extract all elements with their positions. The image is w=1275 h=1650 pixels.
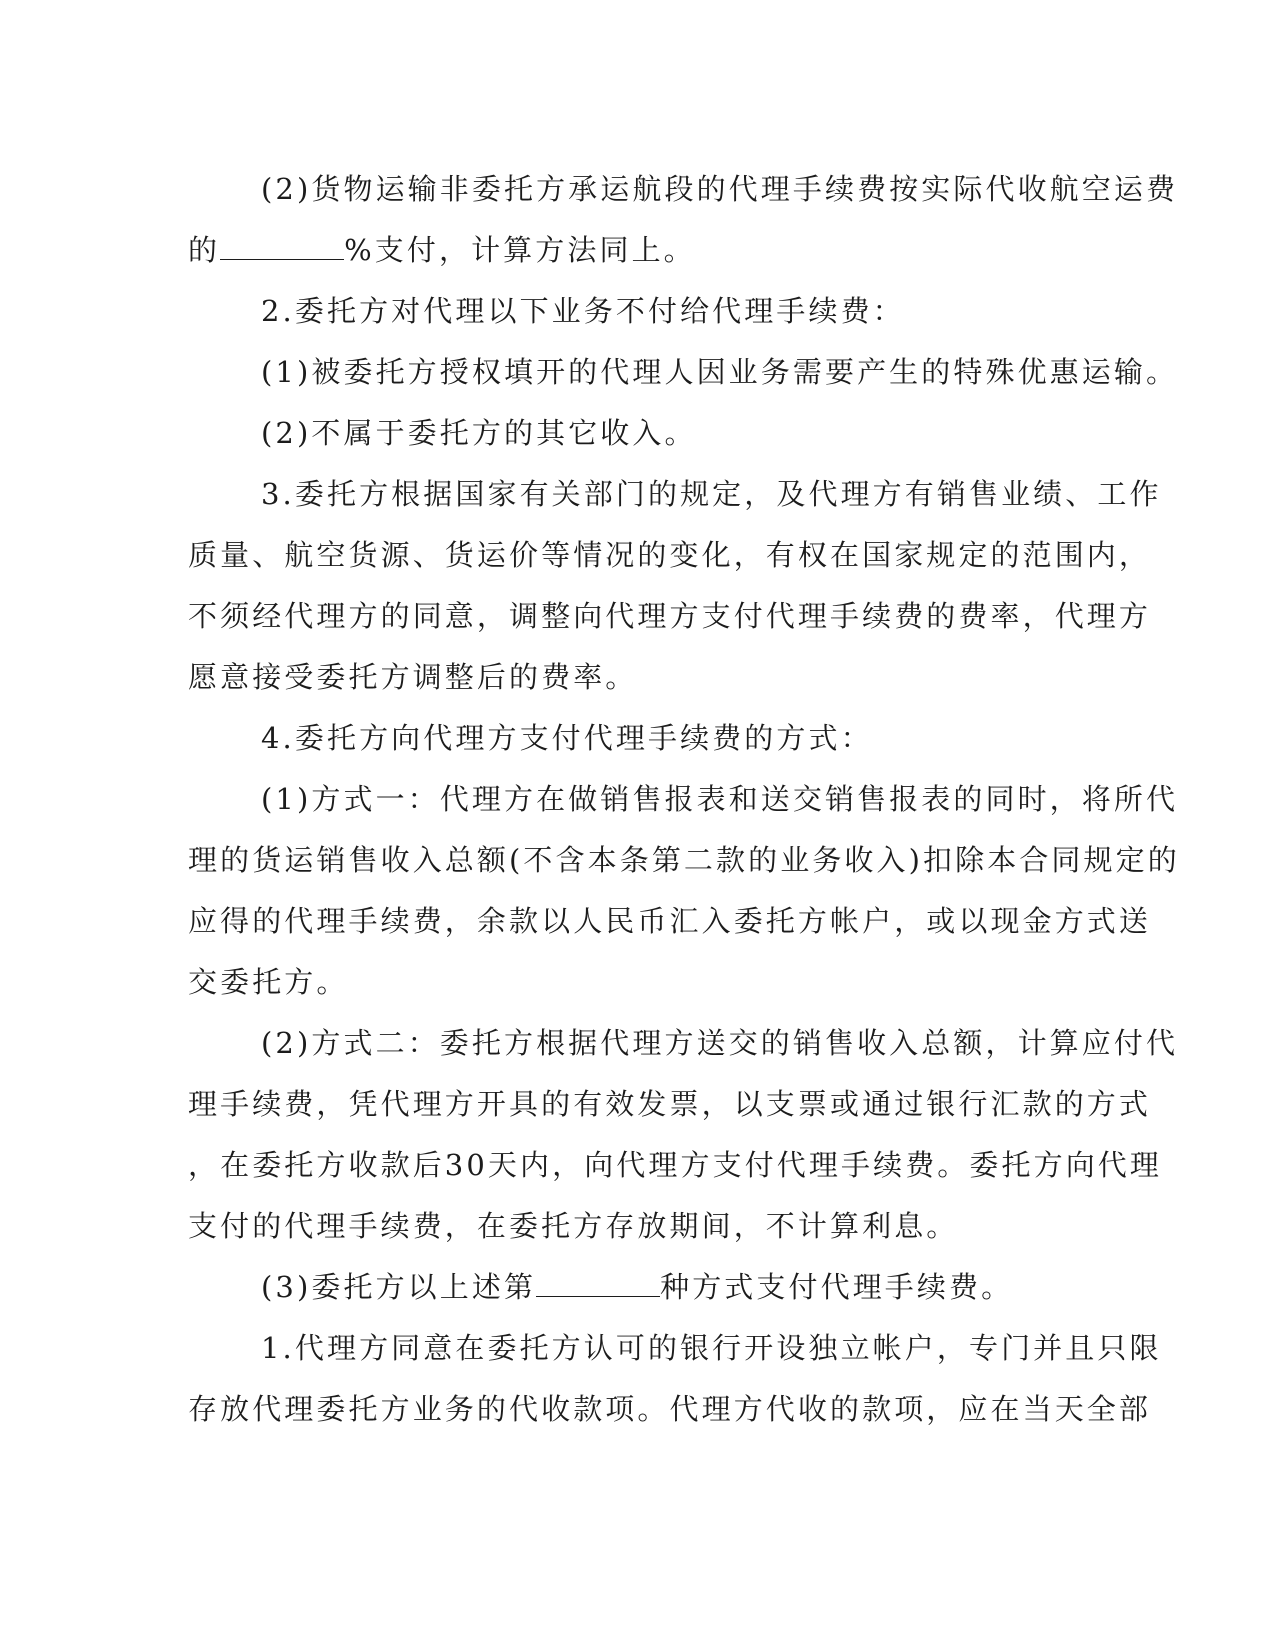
fill-blank-payment-method[interactable] [536, 1262, 660, 1297]
paragraph-line: ，在委托方收款后30天内，向代理方支付代理手续费。委托方向代理 [188, 1148, 1163, 1182]
paragraph-line: (1)方式一：代理方在做销售报表和送交销售报表的同时，将所代 [261, 782, 1179, 816]
paragraph-line: 存放代理委托方业务的代收款项。代理方代收的款项，应在当天全部 [188, 1392, 1152, 1426]
paragraph-line: 理的货运销售收入总额(不含本条第二款的业务收入)扣除本合同规定的 [188, 843, 1180, 877]
line-text: 的 [188, 233, 221, 267]
paragraph-line [188, 220, 1083, 281]
paragraph-line: (1)被委托方授权填开的代理人因业务需要产生的特殊优惠运输。 [261, 355, 1179, 389]
paragraph-line: 交委托方。 [188, 965, 349, 999]
paragraph-line: 应得的代理手续费，余款以人民币汇入委托方帐户，或以现金方式送 [188, 904, 1152, 938]
line-text: 种方式支付代理手续费。 [660, 1270, 1014, 1304]
paragraph-line: 不须经代理方的同意，调整向代理方支付代理手续费的费率，代理方 [188, 599, 1152, 633]
paragraph-line: 3.委托方根据国家有关部门的规定，及代理方有销售业绩、工作 [261, 477, 1162, 511]
line-text: (3)委托方以上述第 [261, 1270, 537, 1304]
paragraph-line: (2)不属于委托方的其它收入。 [261, 416, 697, 450]
paragraph-line: 2.委托方对代理以下业务不付给代理手续费： [261, 294, 905, 328]
paragraph-line: (2)货物运输非委托方承运航段的代理手续费按实际代收航空运费 [261, 172, 1179, 206]
paragraph-line: (2)方式二：委托方根据代理方送交的销售收入总额，计算应付代 [261, 1026, 1179, 1060]
paragraph-line: 支付的代理手续费，在委托方存放期间，不计算利息。 [188, 1209, 959, 1243]
paragraph-line: 愿意接受委托方调整后的费率。 [188, 660, 638, 694]
paragraph-line: 质量、航空货源、货运价等情况的变化，有权在国家规定的范围内， [188, 538, 1152, 572]
paragraph-line: 1.代理方同意在委托方认可的银行开设独立帐户，专门并且只限 [261, 1331, 1162, 1365]
fill-blank-percentage[interactable] [220, 225, 344, 260]
document-body [188, 159, 1180, 1440]
paragraph-line [188, 1257, 1083, 1318]
paragraph-line: 理手续费，凭代理方开具的有效发票，以支票或通过银行汇款的方式 [188, 1087, 1152, 1121]
line-text: %支付，计算方法同上。 [344, 233, 696, 267]
paragraph-line: 4.委托方向代理方支付代理手续费的方式： [261, 721, 873, 755]
